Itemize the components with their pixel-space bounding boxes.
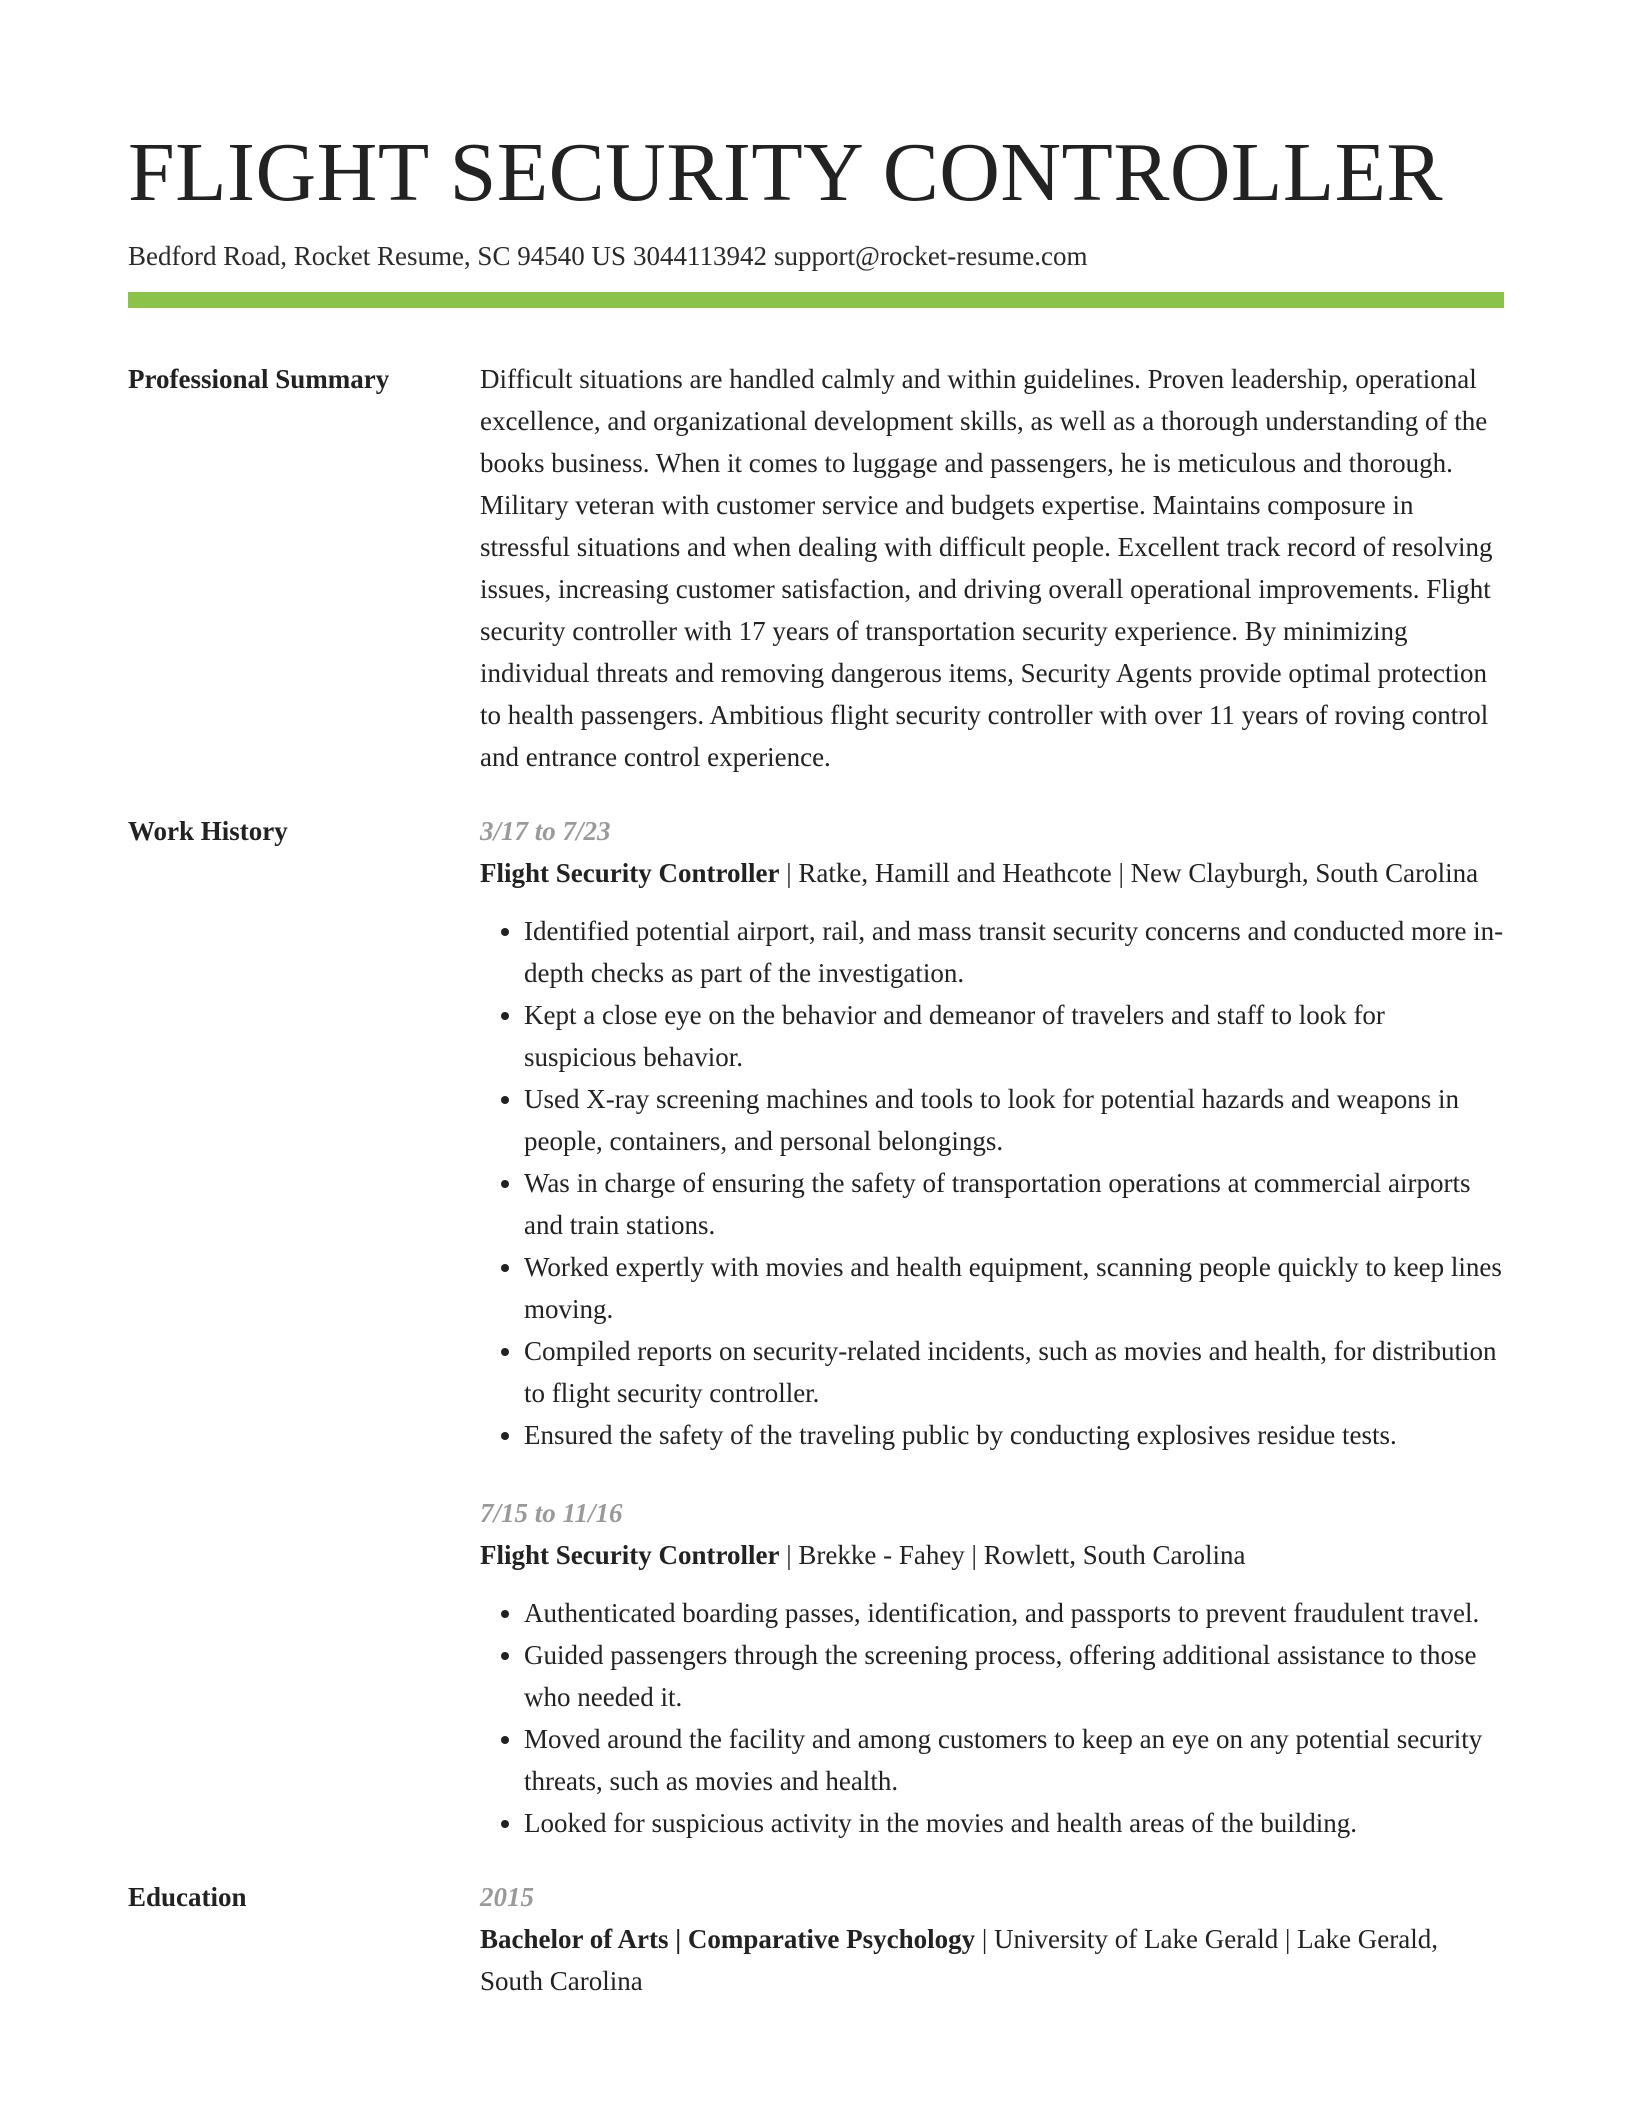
job-dates: 7/15 to 11/16 bbox=[480, 1498, 623, 1528]
summary-text: Difficult situations are handled calmly and within guidelines. Proven leadership, operational excellence, and organizational development skills, as well as a thorough understanding of the books business. When it comes to luggage and passengers, he is meticulous and thorough. Military veteran with customer service and budgets expertise. Maintains composure in stressful situations and when dealing with difficult people. Excellent track record of resolving issues, increasing customer satisfaction, and driving overall operational improvements. Flight security controller with 17 years of transportation security experience. By minimizing individual threats and removing dangerous items, Security Agents provide optimal protection to health passengers. Ambitious flight security controller with over 11 years of roving control and entrance control experience. bbox=[480, 364, 1493, 772]
job-details: | Ratke, Hamill and Heathcote | New Clayburgh, South Carolina bbox=[779, 858, 1479, 888]
job-entry bbox=[480, 810, 1504, 1456]
contact-line bbox=[128, 238, 1504, 274]
job-bullet: • Looked for suspicious activity in the movies and health areas of the building. bbox=[524, 1802, 1504, 1844]
job-entry bbox=[480, 1492, 1504, 1844]
education-section bbox=[128, 1876, 1504, 2002]
job-bullet: • Used X-ray screening machines and tools to look for potential hazards and weapons in people, containers, and personal belongings. bbox=[524, 1078, 1504, 1162]
contact-email: support@rocket-resume.com bbox=[773, 241, 1088, 271]
job-bullet: • Moved around the facility and among customers to keep an eye on any potential security threats, such as movies and health. bbox=[524, 1718, 1504, 1802]
job-bullet: • Kept a close eye on the behavior and demeanor of travelers and staff to look for suspicious behavior. bbox=[524, 994, 1504, 1078]
summary-section bbox=[128, 358, 1504, 778]
job-bullet: • Compiled reports on security-related incidents, such as movies and health, for distribution to flight security controller. bbox=[524, 1330, 1504, 1414]
job-dates: 3/17 to 7/23 bbox=[480, 816, 611, 846]
education-degree: Bachelor of Arts | Comparative Psychology bbox=[480, 1924, 976, 1954]
job-bullets bbox=[480, 910, 1504, 1456]
education-title-line bbox=[480, 1918, 1504, 2002]
education-year: 2015 bbox=[480, 1882, 534, 1912]
job-title: Flight Security Controller bbox=[480, 858, 780, 888]
job-bullet: • Was in charge of ensuring the safety of transportation operations at commercial airports and train stations. bbox=[524, 1162, 1504, 1246]
summary-label: Professional Summary bbox=[128, 364, 390, 394]
job-bullet: • Ensured the safety of the traveling public by conducting explosives residue tests. bbox=[524, 1414, 1504, 1456]
education-details: | University of Lake Gerald | Lake Gerald, South Carolina bbox=[480, 1924, 1439, 1996]
job-title: Flight Security Controller bbox=[480, 1540, 780, 1570]
job-bullets bbox=[480, 1592, 1504, 1844]
job-title-line bbox=[480, 1534, 1504, 1576]
job-details: | Brekke - Fahey | Rowlett, South Carolina bbox=[779, 1540, 1246, 1570]
contact-phone: 3044113942 bbox=[632, 241, 767, 271]
accent-divider bbox=[128, 292, 1504, 308]
job-title-line bbox=[480, 852, 1504, 894]
job-bullet: • Identified potential airport, rail, and mass transit security concerns and conducted more in-depth checks as part of the investigation. bbox=[524, 910, 1504, 994]
resume-page bbox=[128, 118, 1504, 2002]
job-bullet: • Guided passengers through the screening process, offering additional assistance to those who needed it. bbox=[524, 1634, 1504, 1718]
job-bullet: • Authenticated boarding passes, identification, and passports to prevent fraudulent travel. bbox=[524, 1592, 1504, 1634]
job-bullet: • Worked expertly with movies and health equipment, scanning people quickly to keep lines moving. bbox=[524, 1246, 1504, 1330]
work-history-section bbox=[128, 810, 1504, 1844]
contact-address: Bedford Road, Rocket Resume, SC 94540 US bbox=[128, 241, 626, 271]
work-history-label: Work History bbox=[128, 816, 288, 846]
resume-name: FLIGHT SECURITY CONTROLLER bbox=[128, 126, 1443, 219]
education-label: Education bbox=[128, 1882, 247, 1912]
